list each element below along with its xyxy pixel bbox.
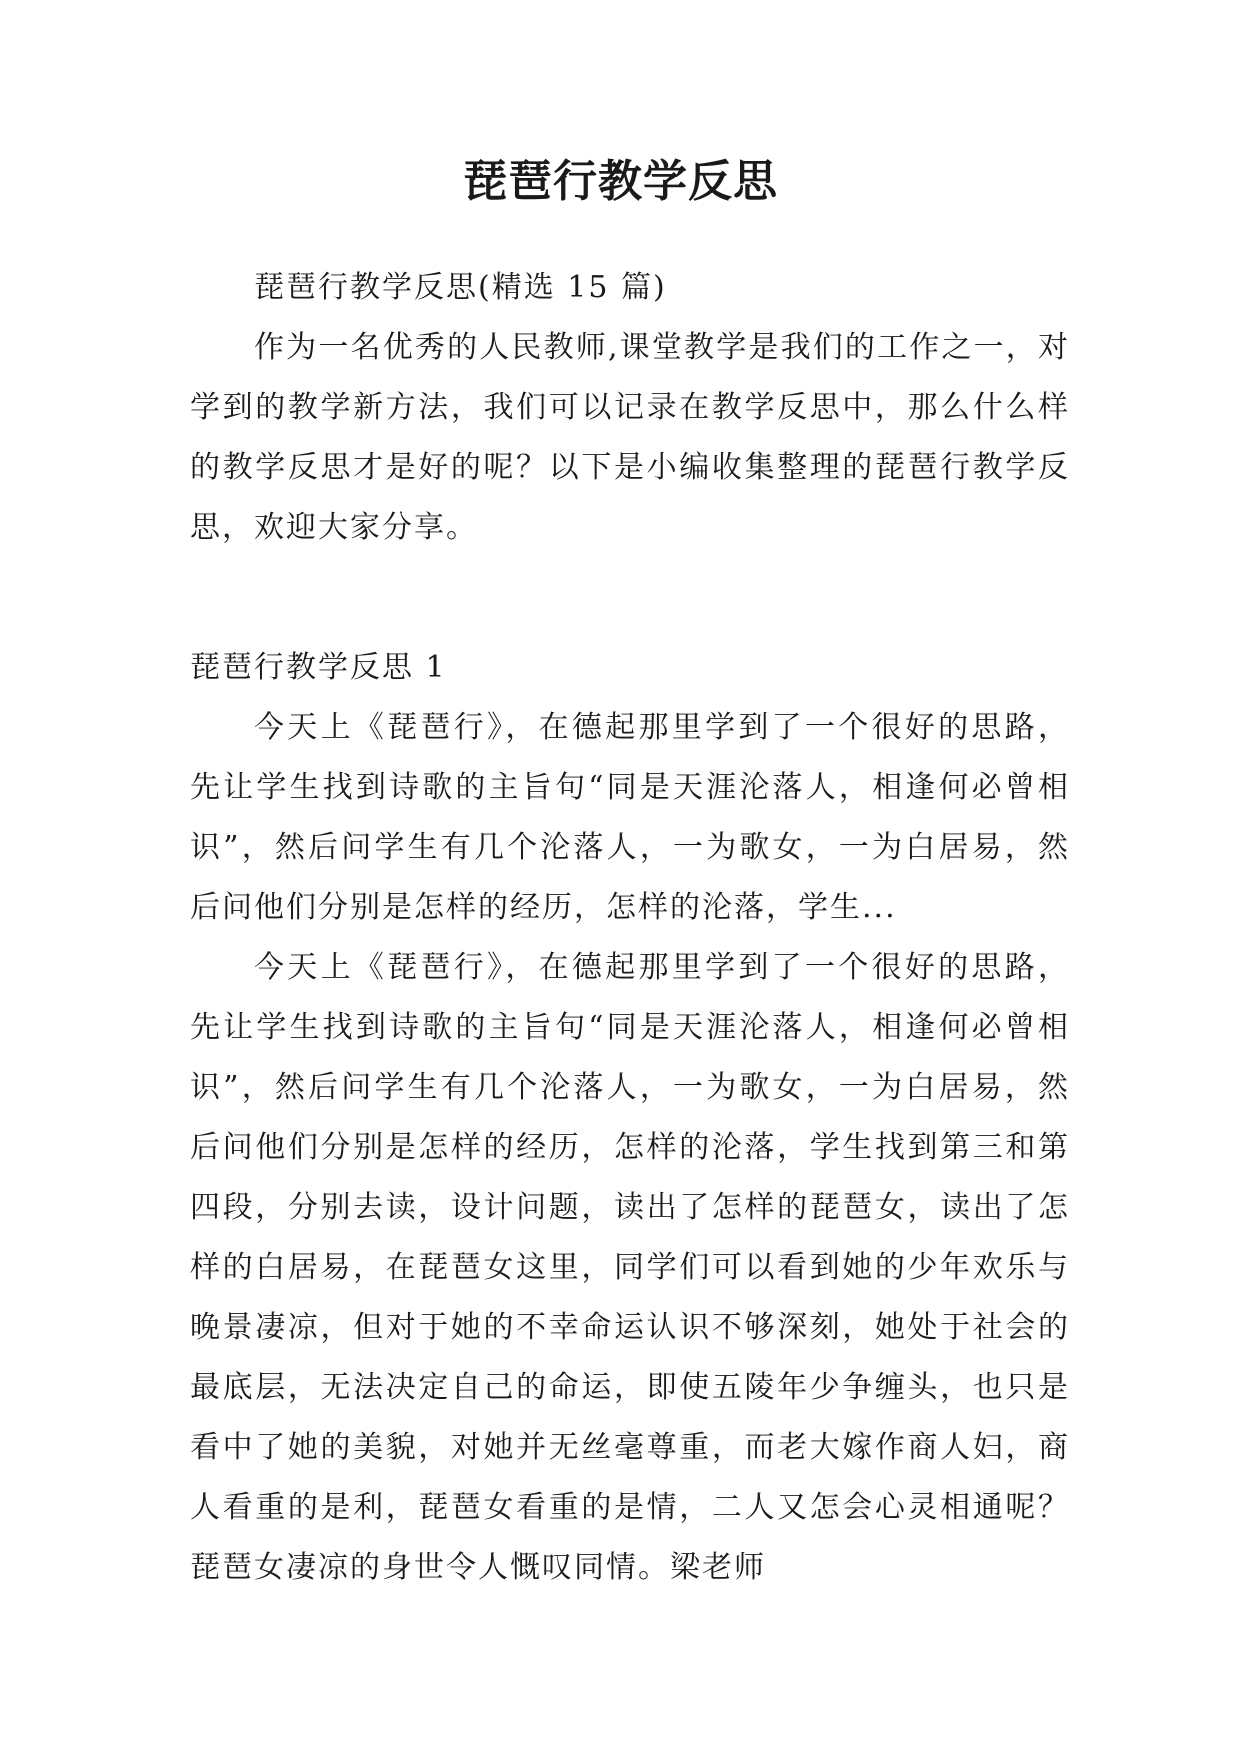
section-spacer [190, 558, 1070, 638]
document-body [190, 258, 1070, 1598]
excerpt-paragraph: 今天上《琵琶行》，在德起那里学到了一个很好的思路，先让学生找到诗歌的主旨句“同是天涯沦落人，相逢何必曾相识”，然后问学生有几个沦落人，一为歌女，一为白居易，然后问他们分别是怎样的经历，怎样的沦落，学生... [190, 710, 1070, 925]
subtitle-line: 琵琶行教学反思(精选 15 篇) [254, 270, 667, 305]
full-paragraph: 今天上《琵琶行》，在德起那里学到了一个很好的思路，先让学生找到诗歌的主旨句“同是天涯沦落人，相逢何必曾相识”，然后问学生有几个沦落人，一为歌女，一为白居易，然后问他们分别是怎样的经历，怎样的沦落，学生找到第三和第四段，分别去读，设计问题，读出了怎样的琵琶女，读出了怎样的白居易，在琵琶女这里，同学们可以看到她的少年欢乐与晚景凄凉，但对于她的不幸命运认识不够深刻，她处于社会的最底层，无法决定自己的命运，即使五陵年少争缠头，也只是看中了她的美貌，对她并无丝毫尊重，而老大嫁作商人妇，商人看重的是利，琵琶女看重的是情，二人又怎会心灵相通呢？琵琶女凄凉的身世令人慨叹同情。梁老师 [190, 950, 1070, 1585]
section-heading: 琵琶行教学反思 1 [190, 650, 447, 685]
intro-paragraph: 作为一名优秀的人民教师,课堂教学是我们的工作之一，对学到的教学新方法，我们可以记录在教学反思中，那么什么样的教学反思才是好的呢？以下是小编收集整理的琵琶行教学反思，欢迎大家分享。 [190, 330, 1070, 545]
document-title: 琵琶行教学反思 [463, 156, 778, 207]
